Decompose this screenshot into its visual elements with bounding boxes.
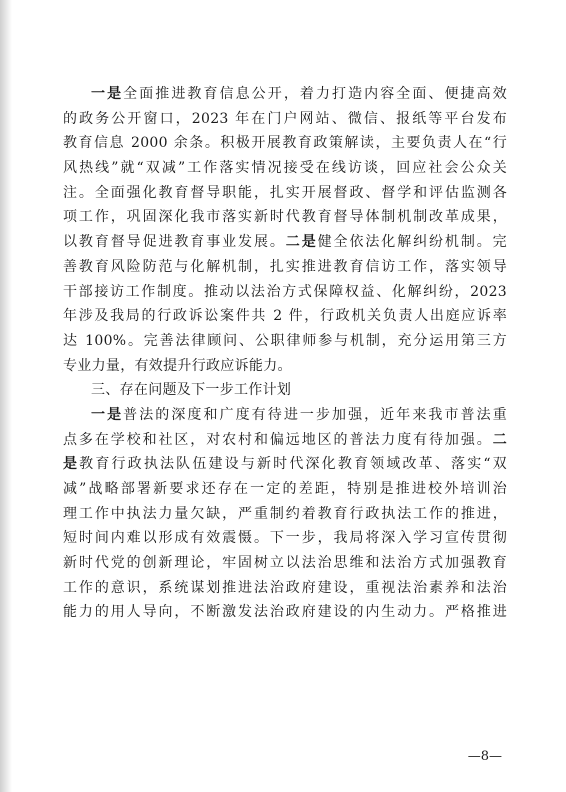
emphasis-text: 一是 (91, 406, 124, 423)
paragraph-line: 年涉及我局的行政诉讼案件共 2 件，行政机关负责人出庭应诉率 (63, 308, 507, 325)
paragraph-line: 干部接访工作制度。推动以法治方式保障权益、化解纠纷，2023 (63, 283, 507, 300)
paragraph-line: 项工作，巩固深化我市落实新时代教育督导体制机制改革成果， (63, 209, 507, 226)
document-page (63, 82, 507, 625)
emphasis-text: 二 (492, 431, 507, 448)
emphasis-text: 是 (63, 456, 80, 473)
emphasis-text: 一是 (91, 86, 124, 102)
paragraph-line: 教育信息 2000 余条。积极开展教育政策解读，主要负责人在“行 (63, 135, 507, 152)
paragraph-line (63, 230, 507, 255)
body-text: 以教育督导促进教育事业发展。 (63, 234, 286, 251)
paragraph-line: 短时间内难以形成有效震慑。下一步，我局将深入学习宣传贯彻 (63, 530, 507, 547)
body-text: 点多在学校和社区，对农村和偏远地区的普法力度有待加强。 (63, 431, 493, 448)
body-text: 教育行政执法队伍建设与新时代深化教育领域改革、落实“双 (79, 456, 507, 473)
page-edge-shadow (0, 0, 12, 792)
paragraph-line: 能力的用人导向，不断激发法治政府建设的内生动力。严格推进 (63, 604, 507, 621)
paragraph-line: 注。全面强化教育督导职能，扎实开展督政、督学和评估监测各 (63, 184, 507, 201)
paragraph-line: 风热线”就“双减”工作落实情况接受在线访谈，回应社会公众关 (63, 160, 507, 177)
paragraph-line: 新时代党的创新理论，牢固树立以法治思维和法治方式加强教育 (63, 555, 507, 572)
paragraph-line (63, 403, 507, 428)
paragraph-line: 达 100%。完善法律顾问、公职律师参与机制，充分运用第三方 (63, 332, 507, 349)
paragraph-line (63, 428, 507, 453)
paragraph-line: 理工作中执法力量欠缺，严重制约着教育行政执法工作的推进， (63, 505, 507, 522)
emphasis-text: 二是 (285, 234, 318, 251)
page-number: —8— (467, 749, 502, 764)
body-text: 普法的深度和广度有待进一步加强，近年来我市普法重 (123, 406, 507, 423)
paragraph-line (63, 82, 507, 107)
paragraph-line: 的政务公开窗口，2023 年在门户网站、微信、报纸等平台发布 (63, 110, 507, 127)
paragraph-line: 减”战略部署新要求还存在一定的差距，特别是推进校外培训治 (63, 481, 507, 497)
paragraph-line: 专业力量，有效提升行政应诉能力。 (63, 357, 292, 374)
body-text: 健全依法化解纠纷机制。完 (317, 234, 507, 251)
section-heading: 三、存在问题及下一步工作计划 (91, 382, 292, 399)
paragraph-line: 善教育风险防范与化解机制，扎实推进教育信访工作，落实领导 (63, 258, 507, 275)
paragraph-line (63, 452, 507, 477)
body-text: 全面推进教育信息公开，着力打造内容全面、便捷高效 (123, 86, 507, 102)
paragraph-line: 工作的意识，系统谋划推进法治政府建设，重视法治素养和法治 (63, 579, 507, 596)
